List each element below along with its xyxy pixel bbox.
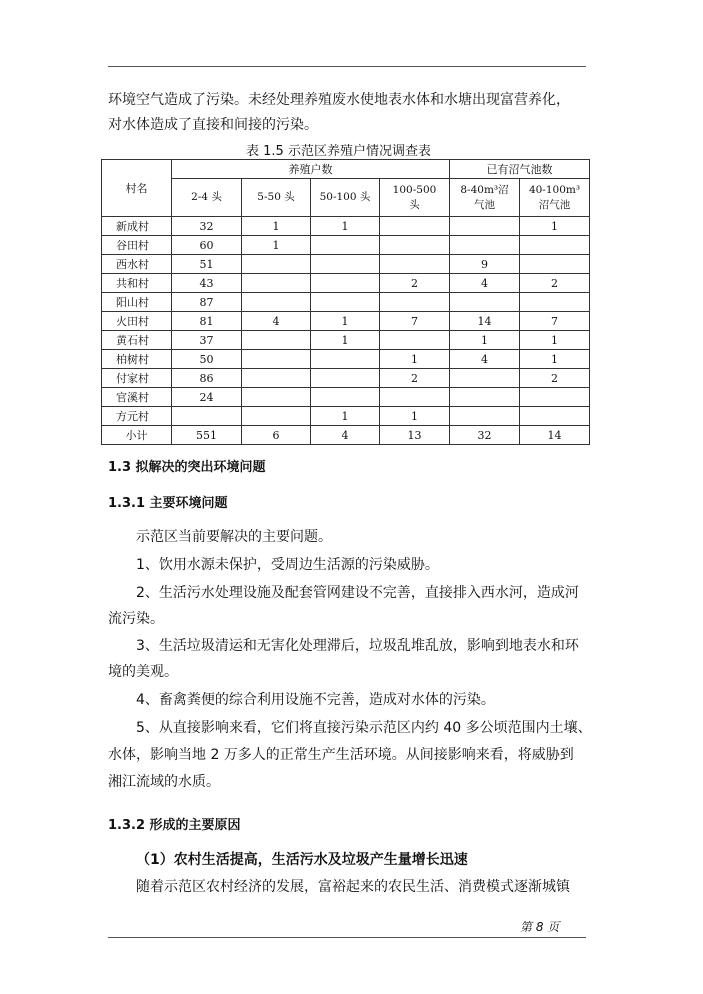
table-cell [242, 293, 311, 312]
table-cell: 2 [520, 274, 590, 293]
table-row [102, 350, 590, 369]
table-cell [311, 369, 380, 388]
table-cell: 1 [520, 331, 590, 350]
table-cell: 87 [172, 293, 242, 312]
table-cell [311, 293, 380, 312]
item-1: 1、饮用水源未保护，受周边生活源的污染威胁。 [136, 557, 439, 573]
table-cell: 32 [172, 217, 242, 236]
table-cell: 50 [172, 350, 242, 369]
table-cell [311, 274, 380, 293]
header-biogas: 已有沼气池数 [450, 160, 590, 179]
table-cell: 14 [520, 426, 590, 445]
table-header-row-1 [102, 160, 590, 179]
table-cell: 1 [242, 217, 311, 236]
intro-line-1: 环境空气造成了污染。未经处理养殖废水使地表水体和水塘出现富营养化， [108, 92, 570, 108]
village-name-cell: 阳山村 [102, 293, 172, 312]
table-cell: 2 [520, 369, 590, 388]
table-cell: 1 [242, 236, 311, 255]
table-row [102, 217, 590, 236]
subheader-cell: 5-50 头 [242, 179, 311, 217]
table-row [102, 312, 590, 331]
item-5-line-1: 5、从直接影响来看，它们将直接污染示范区内约 40 多公顷范围内土壤、 [136, 720, 592, 736]
village-name-cell: 柏树村 [102, 350, 172, 369]
section-heading: 1.3 拟解决的突出环境问题 [108, 460, 266, 475]
item-3-line-1: 3、生活垃圾清运和无害化处理滞后，垃圾乱堆乱放，影响到地表水和环 [136, 638, 579, 654]
table-cell: 1 [311, 217, 380, 236]
village-name-cell: 火田村 [102, 312, 172, 331]
village-name-cell: 小计 [102, 426, 172, 445]
table-cell [380, 236, 450, 255]
table-cell [380, 331, 450, 350]
table-cell: 551 [172, 426, 242, 445]
table-row [102, 236, 590, 255]
subheader-cell: 2-4 头 [172, 179, 242, 217]
village-name-cell: 官溪村 [102, 388, 172, 407]
top-rule [108, 66, 586, 67]
table-cell: 4 [450, 274, 520, 293]
table-cell [311, 388, 380, 407]
table-cell [242, 350, 311, 369]
table-cell [242, 388, 311, 407]
subheader-cell: 40-100m³ 沼气池 [520, 179, 590, 217]
table-cell [242, 331, 311, 350]
table-row [102, 388, 590, 407]
page-number: 第 8 页 [520, 920, 560, 934]
table-cell [450, 407, 520, 426]
table-cell [380, 293, 450, 312]
table-row [102, 369, 590, 388]
table-row [102, 274, 590, 293]
village-name-cell: 谷田村 [102, 236, 172, 255]
table-cell [450, 217, 520, 236]
table-cell: 4 [311, 426, 380, 445]
table-cell [380, 255, 450, 274]
table-cell: 51 [172, 255, 242, 274]
table-cell [520, 236, 590, 255]
table-cell: 14 [450, 312, 520, 331]
table-cell [520, 255, 590, 274]
table-caption: 表 1.5 示范区养殖户情况调查表 [246, 144, 431, 159]
table-cell: 2 [380, 274, 450, 293]
item-5-line-3: 湘江流域的水质。 [108, 774, 220, 790]
village-name-cell: 方元村 [102, 407, 172, 426]
table-row [102, 407, 590, 426]
table-cell [450, 388, 520, 407]
table-cell [242, 369, 311, 388]
item-5-line-2: 水体，影响当地 2 万多人的正常生产生活环境。从间接影响来看，将威胁到 [108, 747, 574, 763]
table-cell [172, 407, 242, 426]
table-cell: 60 [172, 236, 242, 255]
table-cell [520, 407, 590, 426]
table-cell: 1 [520, 350, 590, 369]
table-cell: 2 [380, 369, 450, 388]
survey-table [101, 159, 590, 445]
table-cell [242, 274, 311, 293]
table-cell: 4 [450, 350, 520, 369]
cause-heading-1: （1）农村生活提高，生活污水及垃圾产生量增长迅速 [136, 852, 468, 868]
table-cell: 13 [380, 426, 450, 445]
table-cell [450, 236, 520, 255]
table-cell: 1 [450, 331, 520, 350]
paragraph-cause-1: 随着示范区农村经济的发展，富裕起来的农民生活、消费模式逐渐城镇 [136, 879, 570, 895]
table-row [102, 255, 590, 274]
table-cell [380, 217, 450, 236]
table-cell [311, 236, 380, 255]
subheader-cell: 100-500 头 [380, 179, 450, 217]
village-name-cell: 新成村 [102, 217, 172, 236]
subheader-cell: 50-100 头 [311, 179, 380, 217]
intro-line-2: 对水体造成了直接和间接的污染。 [108, 117, 318, 133]
village-name-cell: 付家村 [102, 369, 172, 388]
item-2-line-2: 流污染。 [108, 611, 164, 627]
table-cell: 1 [311, 331, 380, 350]
table-cell: 6 [242, 426, 311, 445]
table-cell: 32 [450, 426, 520, 445]
table-cell: 9 [450, 255, 520, 274]
table-cell [520, 293, 590, 312]
item-2-line-1: 2、生活污水处理设施及配套管网建设不完善，直接排入西水河，造成河 [136, 585, 579, 601]
table-cell: 43 [172, 274, 242, 293]
header-households: 养殖户数 [172, 160, 450, 179]
table-cell [520, 388, 590, 407]
subsection-heading-2: 1.3.2 形成的主要原因 [108, 818, 241, 833]
table-cell: 37 [172, 331, 242, 350]
village-name-cell: 黄石村 [102, 331, 172, 350]
table-cell: 1 [520, 217, 590, 236]
table-cell [242, 407, 311, 426]
table-row [102, 331, 590, 350]
table-header-row-2 [102, 179, 590, 217]
table-cell [450, 369, 520, 388]
table-cell [242, 255, 311, 274]
village-name-cell: 共和村 [102, 274, 172, 293]
table-cell: 1 [380, 350, 450, 369]
table-row [102, 426, 590, 445]
table-cell [311, 350, 380, 369]
table-cell [380, 388, 450, 407]
table-cell: 4 [242, 312, 311, 331]
table-cell: 1 [311, 312, 380, 331]
table-cell: 24 [172, 388, 242, 407]
header-village: 村名 [102, 160, 172, 217]
table-cell: 7 [380, 312, 450, 331]
table-cell: 1 [311, 407, 380, 426]
paragraph-intro: 示范区当前要解决的主要问题。 [136, 529, 332, 545]
village-name-cell: 西水村 [102, 255, 172, 274]
bottom-rule [108, 937, 586, 938]
table-cell [311, 255, 380, 274]
table-cell: 86 [172, 369, 242, 388]
table-row [102, 293, 590, 312]
subsection-heading-1: 1.3.1 主要环境问题 [108, 496, 228, 511]
item-4: 4、畜禽粪便的综合利用设施不完善，造成对水体的污染。 [136, 692, 495, 708]
table-cell [450, 293, 520, 312]
table-cell: 7 [520, 312, 590, 331]
table-cell: 1 [380, 407, 450, 426]
subheader-cell: 8-40m³沼 气池 [450, 179, 520, 217]
table-cell: 81 [172, 312, 242, 331]
item-3-line-2: 境的美观。 [108, 664, 178, 680]
